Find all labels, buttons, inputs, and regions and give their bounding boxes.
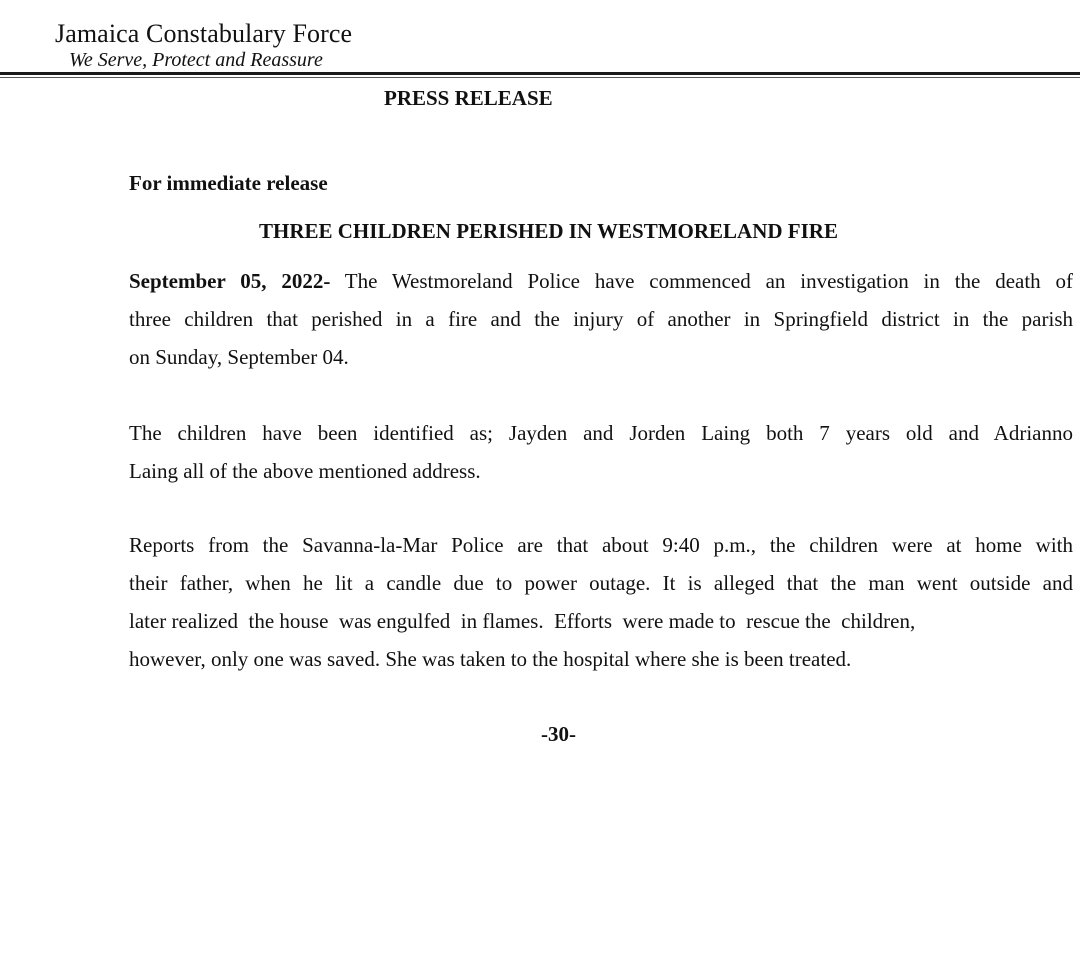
- document-type-label: PRESS RELEASE: [384, 86, 553, 110]
- paragraph-2-line-1: The children have been identified as; Jayden and Jorden Laing both 7 years old and Adrianno: [129, 421, 1073, 445]
- dateline: September 05, 2022-: [129, 269, 331, 293]
- paragraph-1-line-2: three children that perished in a fire and the injury of another in Springfield district in the parish: [129, 307, 1073, 331]
- paragraph-1-line-3: on Sunday, September 04.: [129, 345, 349, 369]
- paragraph-1-line-1-text: The Westmoreland Police have commenced an investigation in the death of: [330, 269, 1073, 293]
- paragraph-3-line-3: later realized the house was engulfed in flames. Efforts were made to rescue the children,: [129, 609, 916, 633]
- header-rule-thin: [0, 77, 1080, 78]
- paragraph-3-line-4: however, only one was saved. She was taken to the hospital where she is been treated.: [129, 647, 852, 671]
- organization-name: Jamaica Constabulary Force: [55, 19, 353, 48]
- paragraph-3-line-2: their father, when he lit a candle due to power outage. It is alleged that the man went outside and: [129, 571, 1073, 595]
- paragraph-3-line-1: Reports from the Savanna-la-Mar Police are that about 9:40 p.m., the children were at home with: [129, 533, 1073, 557]
- organization-motto: We Serve, Protect and Reassure: [69, 49, 323, 71]
- release-note: For immediate release: [129, 171, 328, 195]
- headline: THREE CHILDREN PERISHED IN WESTMORELAND FIRE: [259, 219, 838, 243]
- end-mark: -30-: [541, 722, 576, 746]
- paragraph-2-line-2: Laing all of the above mentioned address.: [129, 459, 481, 483]
- paragraph-1-line-1: [129, 268, 1073, 294]
- header-rule-thick: [0, 72, 1080, 75]
